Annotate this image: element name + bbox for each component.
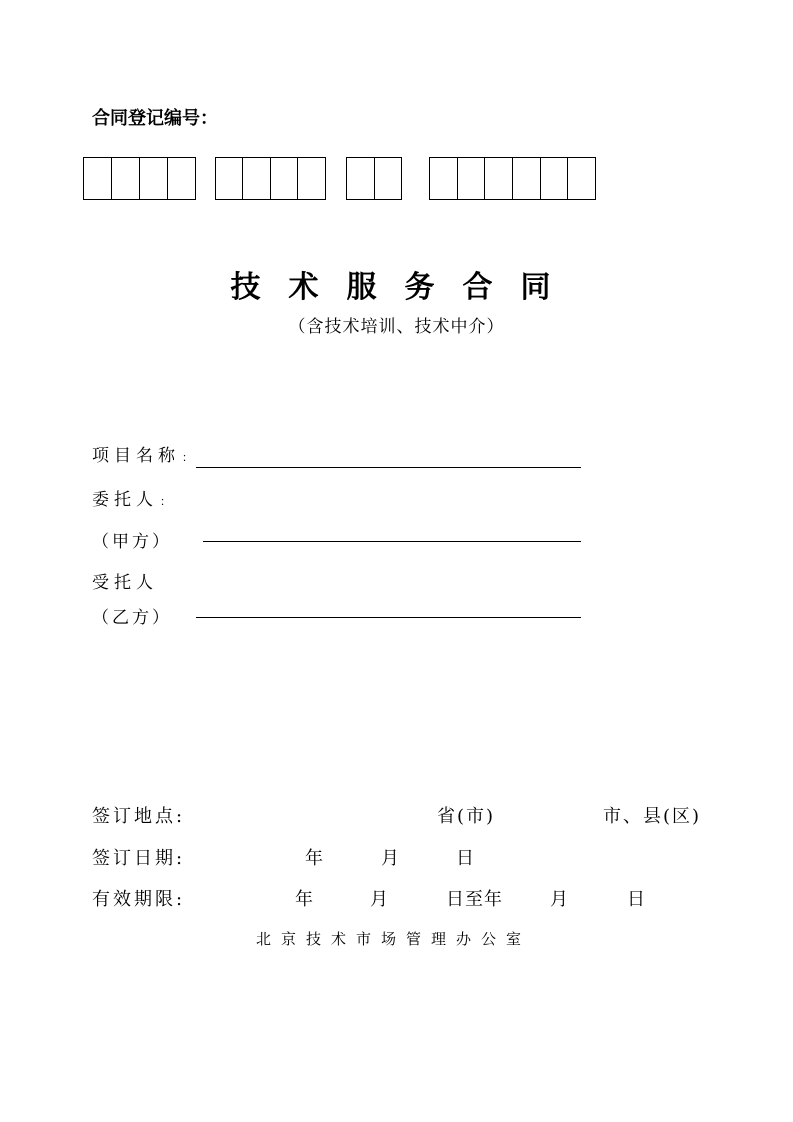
project-name-label: 项目名称 ： (92, 446, 193, 466)
client-name-field[interactable] (203, 541, 581, 542)
validity-end-month: 月 (550, 889, 571, 910)
city-suffix: 市、县(区) (603, 806, 702, 827)
validity-start-month: 月 (370, 889, 391, 910)
signing-year: 年 (305, 848, 326, 869)
registration-digit-box[interactable] (84, 158, 112, 199)
registration-digit-box[interactable] (430, 158, 458, 199)
registration-digit-box[interactable] (568, 158, 596, 199)
registration-digit-box[interactable] (216, 158, 243, 199)
registration-box-group-4[interactable] (429, 157, 596, 200)
province-suffix: 省(市) (437, 806, 496, 827)
contract-title: 技术服务合同 (230, 270, 579, 305)
client-party-label: （甲方） (92, 532, 172, 552)
signing-month: 月 (381, 848, 402, 869)
validity-start-year: 年 (295, 889, 316, 910)
validity-label: 有效期限: (92, 889, 186, 910)
validity-day-to-year: 日至年 (446, 889, 503, 910)
registration-digit-box[interactable] (485, 158, 513, 199)
validity-end-day: 日 (627, 889, 648, 910)
issuing-office: 北京技术市场管理办公室 (255, 930, 531, 948)
registration-digit-box[interactable] (541, 158, 569, 199)
client-label: 委托人 ： (92, 490, 171, 510)
registration-box-group-2[interactable] (215, 157, 326, 200)
trustee-party-label: （乙方） (92, 608, 172, 628)
signing-place-label: 签订地点: (92, 806, 186, 827)
signing-date-label: 签订日期: (92, 848, 186, 869)
signing-day: 日 (456, 848, 477, 869)
registration-digit-box[interactable] (513, 158, 541, 199)
registration-digit-box[interactable] (298, 158, 326, 199)
registration-digit-box[interactable] (271, 158, 299, 199)
trustee-name-field[interactable] (196, 617, 581, 618)
registration-digit-box[interactable] (140, 158, 168, 199)
registration-digit-box[interactable] (168, 158, 196, 199)
registration-digit-box[interactable] (112, 158, 140, 199)
registration-box-group-1[interactable] (83, 157, 196, 200)
registration-digit-box[interactable] (375, 158, 402, 199)
trustee-label: 受托人 (92, 573, 158, 593)
registration-digit-box[interactable] (243, 158, 271, 199)
registration-number-label: 合同登记编号： (92, 108, 218, 129)
contract-subtitle: （含技术培训、技术中介） (288, 317, 505, 337)
project-name-field[interactable] (196, 467, 581, 468)
registration-digit-box[interactable] (458, 158, 486, 199)
registration-digit-box[interactable] (347, 158, 375, 199)
registration-box-group-3[interactable] (346, 157, 402, 200)
